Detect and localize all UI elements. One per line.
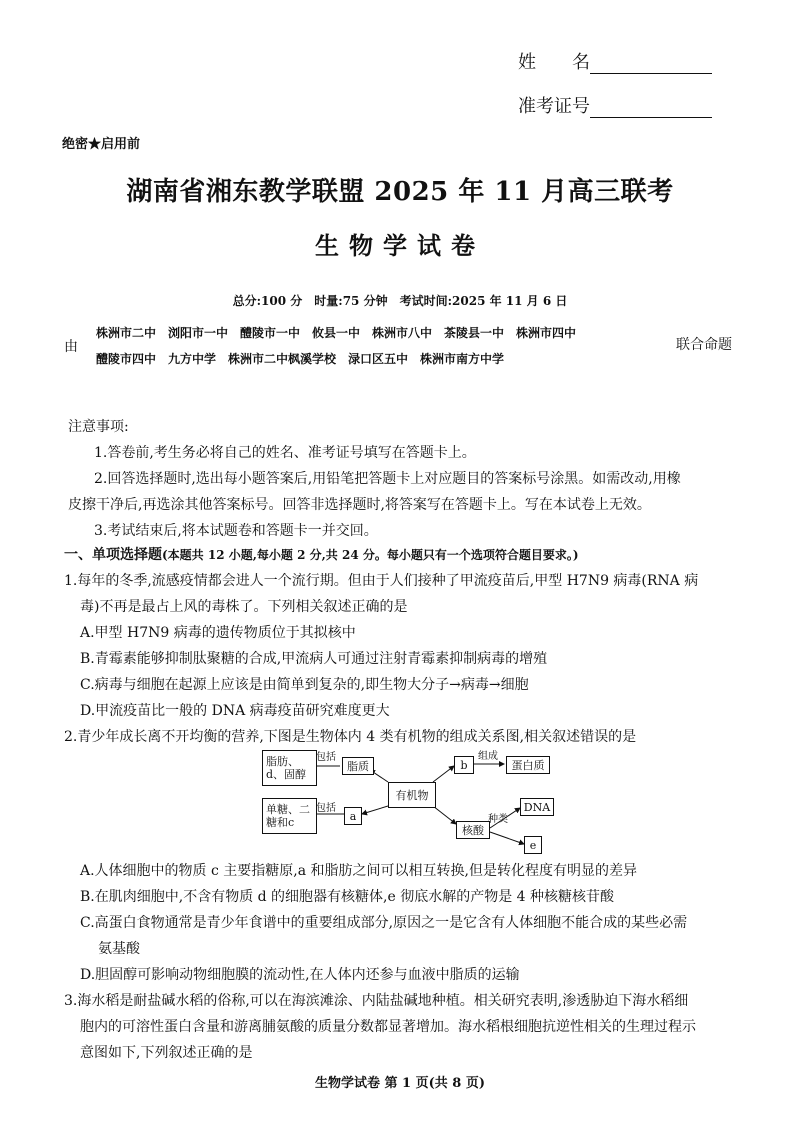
box-nucleic: 核酸 (456, 821, 490, 839)
exam-id-blank (590, 97, 712, 118)
box-sugar-group: 单糖、二糖和c (262, 798, 317, 834)
q2-diagram (258, 744, 558, 856)
label-include-1: 包括 (316, 752, 336, 763)
box-protein: 蛋白质 (506, 756, 550, 774)
q2-option-c-a: C.高蛋白食物通常是青少年食谱中的重要组成部分,原因之一是它含有人体细胞不能合成的某些必需 (80, 915, 688, 931)
page-footer: 生物学试卷 第 1 页(共 8 页) (314, 1076, 486, 1091)
box-b: b (454, 756, 474, 774)
arrow-organic-nucleic (433, 806, 456, 824)
schools-row-2: 醴陵市四中 九方中学 株洲市二中枫溪学校 渌口区五中 株洲市南方中学 (96, 352, 505, 366)
section-note: (本题共 12 小题,每小题 2 分,共 24 分。每小题只有一个选项符合题目要求。) (162, 548, 579, 562)
label-include-2: 包括 (316, 803, 336, 814)
box-lipid: 脂质 (342, 757, 374, 775)
box-lipid-group: 脂肪、d、固醇 (262, 750, 317, 786)
page-title: 湖南省湘东教学联盟 2025 年 11 月高三联考 (126, 177, 674, 207)
arrow-nucleic-e (490, 832, 524, 844)
section-title: 一、单项选择题 (64, 547, 162, 563)
box-a: a (344, 807, 362, 825)
q3-stem-b: 胞内的可溶性蛋白含量和游离脯氨酸的质量分数都显著增加。海水稻根细胞抗逆性相关的生理过程示 (80, 1019, 696, 1035)
arrow-organic-b (433, 766, 454, 782)
q2-stem: 2.青少年成长离不开均衡的营养,下图是生物体内 4 类有机物的组成关系图,相关叙述错误的是 (64, 729, 637, 745)
notes-item-2b: 皮擦干净后,再选涂其他答案标号。回答非选择题时,将答案写在答题卡上。写在本试卷上无效。 (68, 497, 651, 513)
name-field (518, 48, 712, 74)
q1-stem-a: 1.每年的冬季,流感疫情都会进人一个流行期。但由于人们接种了甲流疫苗后,甲型 H7N9 病毒(RNA 病 (64, 573, 699, 589)
q1-option-a: A.甲型 H7N9 病毒的遗传物质位于其拟核中 (80, 625, 356, 641)
name-blank (590, 53, 712, 74)
label-kinds: 种类 (488, 814, 508, 825)
schools-prefix: 由 (64, 339, 78, 355)
notes-item-1: 1.答卷前,考生务必将自己的姓名、准考证号填写在答题卡上。 (94, 445, 476, 461)
q1-stem-b: 毒)不再是最占上风的毒株了。下列相关叙述正确的是 (80, 599, 408, 615)
q2-option-c-b: 氨基酸 (98, 941, 140, 957)
arrow-organic-a (362, 806, 388, 814)
q3-stem-a: 3.海水稻是耐盐碱水稻的俗称,可以在海滨滩涂、内陆盐碱地种植。相关研究表明,渗透胁迫下海水稻细 (64, 993, 689, 1009)
page-subtitle: 生物学试卷 (315, 231, 485, 260)
notes-item-3: 3.考试结束后,将本试题卷和答题卡一并交回。 (94, 523, 378, 539)
q2-option-d: D.胆固醇可影响动物细胞膜的流动性,在人体内还参与血液中脂质的运输 (80, 967, 520, 983)
q2-option-a: A.人体细胞中的物质 c 主要指糖原,a 和脂肪之间可以相互转换,但是转化程度有明显的差异 (80, 863, 637, 879)
name-label: 姓 名 (518, 52, 590, 73)
q1-option-c: C.病毒与细胞在起源上应该是由简单到复杂的,即生物大分子→病毒→细胞 (80, 677, 529, 693)
schools-suffix: 联合命题 (676, 337, 732, 353)
q2-option-b: B.在肌肉细胞中,不含有物质 d 的细胞器有核糖体,e 彻底水解的产物是 4 种核糖核苷酸 (80, 889, 615, 905)
label-compose: 组成 (478, 751, 498, 762)
q3-stem-c: 意图如下,下列叙述正确的是 (80, 1045, 253, 1061)
q1-option-d: D.甲流疫苗比一般的 DNA 病毒疫苗研究难度更大 (80, 703, 390, 719)
q1-option-b: B.青霉素能够抑制肽聚糖的合成,甲流病人可通过注射青霉素抑制病毒的增殖 (80, 651, 548, 667)
section-heading (64, 542, 579, 568)
box-e: e (524, 836, 542, 854)
notes-heading: 注意事项: (68, 419, 129, 435)
exam-meta: 总分:100 分 时量:75 分钟 考试时间:2025 年 11 月 6 日 (232, 294, 568, 308)
schools-row-1: 株洲市二中 浏阳市一中 醴陵市一中 攸县一中 株洲市八中 茶陵县一中 株洲市四中 (96, 326, 577, 340)
exam-id-label: 准考证号 (518, 96, 590, 117)
box-dna: DNA (520, 798, 554, 816)
notes-item-2a: 2.回答选择题时,选出每小题答案后,用铅笔把答题卡上对应题目的答案标号涂黑。如需改动,用橡 (94, 471, 681, 487)
exam-id-field (518, 92, 712, 118)
secret-tag: 绝密★启用前 (62, 137, 141, 152)
box-organic: 有机物 (388, 782, 436, 808)
